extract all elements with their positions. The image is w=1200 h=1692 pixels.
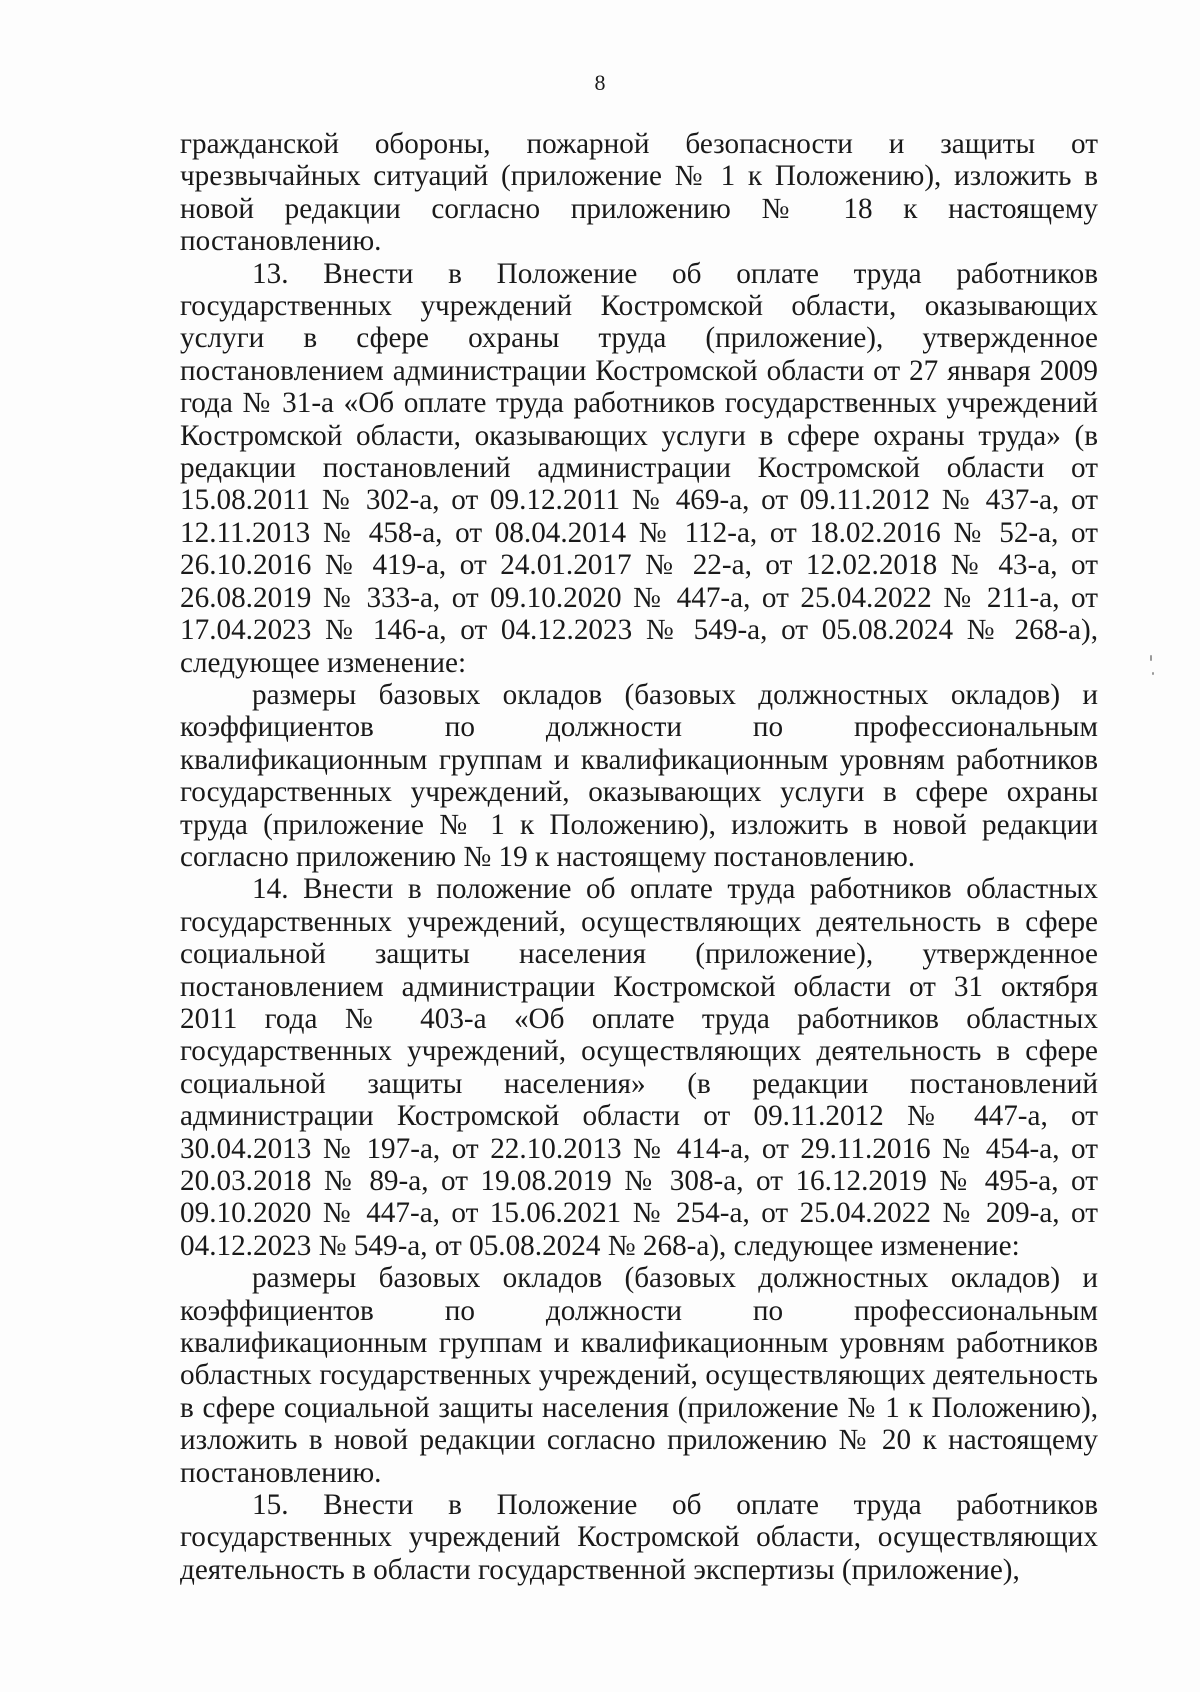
paragraph-item-13: 13. Внести в Положение об оплате труда работников государственных учреждений Костромской области, оказывающих услуги в сфере охраны труда (приложение), утвержденное постановлением администрации Костромской области от 27 января 2009 года № 31-а «Об оплате труда работников государственных учреждений Костромской области, оказывающих услуги в сфере охраны труда» (в редакции постановлений администрации Костромской области от 15.08.2011 № 302-а, от 09.12.2011 № 469-а, от 09.11.2012 № 437-а, от 12.11.2013 № 458-а, от 08.04.2014 № 112-а, от 18.02.2016 № 52-а, от 26.10.2016 № 419-а, от 24.01.2017 № 22-а, от 12.02.2018 № 43-а, от 26.08.2019 № 333-а, от 09.10.2020 № 447-а, от 25.04.2022 № 211-а, от 17.04.2023 № 146-а, от 04.12.2023 № 549-а, от 05.08.2024 № 268-а), следующее изменение:	[180, 257, 1098, 679]
paragraph-item-14-change: размеры базовых окладов (базовых должностных окладов) и коэффициентов по должности по профессиональным квалификационным группам и квалификационным уровням работников областных государственных учреждений, осуществляющих деятельность в сфере социальной защиты населения (приложение № 1 к Положению), изложить в новой редакции согласно приложению № 20 к настоящему постановлению.	[180, 1262, 1098, 1489]
scan-speck	[1150, 655, 1152, 661]
paragraph-item-13-change: размеры базовых окладов (базовых должностных окладов) и коэффициентов по должности по профессиональным квалификационным группам и квалификационным уровням работников государственных учреждений, оказывающих услуги в сфере охраны труда (приложение № 1 к Положению), изложить в новой редакции согласно приложению № 19 к настоящему постановлению.	[180, 678, 1098, 873]
document-body	[180, 128, 1098, 1586]
paragraph-item-14: 14. Внести в положение об оплате труда работников областных государственных учреждений, осуществляющих деятельность в сфере социальной защиты населения (приложение), утвержденное постановлением администрации Костромской области от 31 октября 2011 года № 403-а «Об оплате труда работников областных государственных учреждений, осуществляющих деятельность в сфере социальной защиты населения» (в редакции постановлений администрации Костромской области от 09.11.2012 № 447-а, от 30.04.2013 № 197-а, от 22.10.2013 № 414-а, от 29.11.2016 № 454-а, от 20.03.2018 № 89-а, от 19.08.2019 № 308-а, от 16.12.2019 № 495-а, от 09.10.2020 № 447-а, от 15.06.2021 № 254-а, от 25.04.2022 № 209-а, от 04.12.2023 № 549-а, от 05.08.2024 № 268-а), следующее изменение:	[180, 873, 1098, 1262]
scan-speck	[1152, 672, 1154, 675]
page-number: 8	[594, 70, 606, 95]
paragraph-continuation: гражданской обороны, пожарной безопасности и защиты от чрезвычайных ситуаций (приложение № 1 к Положению), изложить в новой редакции согласно приложению № 18 к настоящему постановлению.	[180, 128, 1098, 258]
paragraph-item-15: 15. Внести в Положение об оплате труда работников государственных учреждений Костромской области, осуществляющих деятельность в области государственной экспертизы (приложение),	[180, 1489, 1098, 1586]
